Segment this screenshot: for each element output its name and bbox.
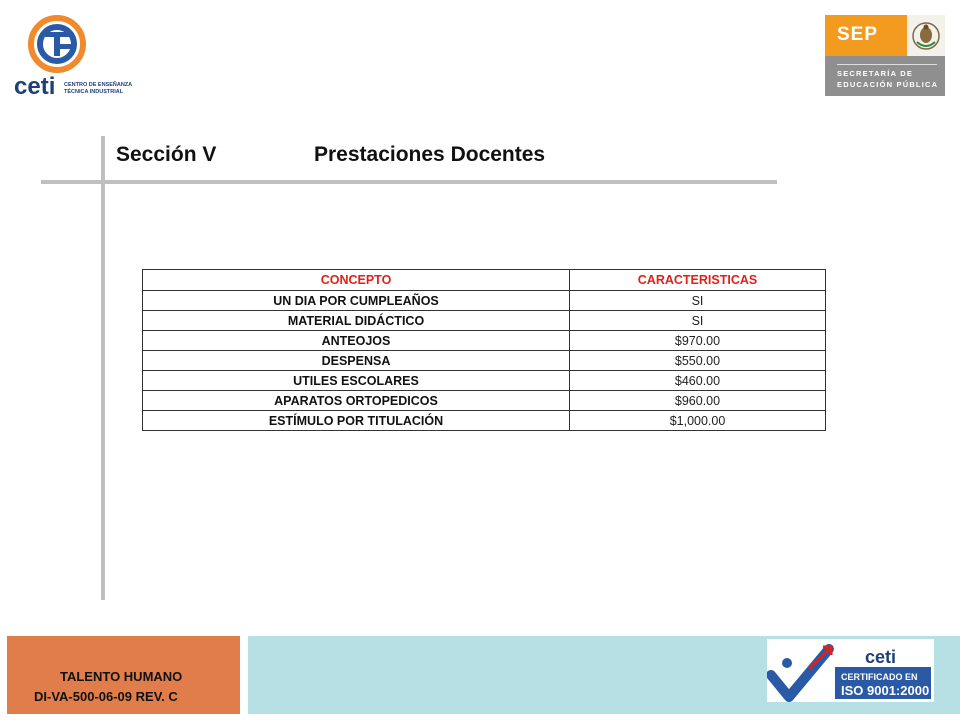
value-cell: SI (570, 311, 826, 331)
table-row (143, 411, 826, 431)
concept-cell: UTILES ESCOLARES (143, 371, 570, 391)
value-cell: $1,000.00 (570, 411, 826, 431)
sep-brand: SEP (837, 24, 879, 45)
footer-department: TALENTO HUMANO (60, 669, 183, 684)
eagle-seal-icon (907, 15, 945, 56)
concept-cell: APARATOS ORTOPEDICOS (143, 391, 570, 411)
table-row (143, 351, 826, 371)
vertical-rule (101, 136, 105, 600)
iso-line1: CERTIFICADO EN (841, 672, 918, 682)
ceti-logo (12, 14, 137, 100)
concept-cell: DESPENSA (143, 351, 570, 371)
table-row (143, 291, 826, 311)
iso-line2: ISO 9001:2000 (841, 683, 930, 698)
concept-cell: ESTÍMULO POR TITULACIÓN (143, 411, 570, 431)
concept-cell: ANTEOJOS (143, 331, 570, 351)
value-cell: $960.00 (570, 391, 826, 411)
value-cell: $970.00 (570, 331, 826, 351)
concept-cell: UN DIA POR CUMPLEAÑOS (143, 291, 570, 311)
column-header-characteristics: CARACTERISTICAS (570, 270, 826, 291)
iso-brand: ceti (865, 647, 897, 667)
value-cell: $460.00 (570, 371, 826, 391)
table-row (143, 371, 826, 391)
table-row (143, 391, 826, 411)
benefits-table (142, 269, 826, 431)
column-header-concept: CONCEPTO (143, 270, 570, 291)
iso-certification-badge (767, 639, 934, 702)
value-cell: SI (570, 291, 826, 311)
concept-cell: MATERIAL DIDÁCTICO (143, 311, 570, 331)
ceti-brand: ceti (14, 73, 56, 100)
footer-document-code: DI-VA-500-06-09 REV. C (34, 689, 178, 704)
section-label: Sección V (116, 143, 217, 166)
table-row (143, 311, 826, 331)
sep-logo (825, 15, 945, 96)
value-cell: $550.00 (570, 351, 826, 371)
ceti-line1: CENTRO DE ENSEÑANZA (64, 82, 133, 88)
sep-line1: SECRETARÍA DE (837, 69, 914, 78)
sep-line2: EDUCACIÓN PÚBLICA (837, 80, 939, 89)
page-title: Prestaciones Docentes (314, 143, 546, 166)
ceti-logo-mark (12, 14, 137, 100)
table-row (143, 331, 826, 351)
table-header-row (143, 270, 826, 291)
ceti-line2: TÉCNICA INDUSTRIAL (64, 89, 124, 95)
horizontal-rule (41, 180, 777, 184)
checkmark-icon (767, 639, 934, 702)
